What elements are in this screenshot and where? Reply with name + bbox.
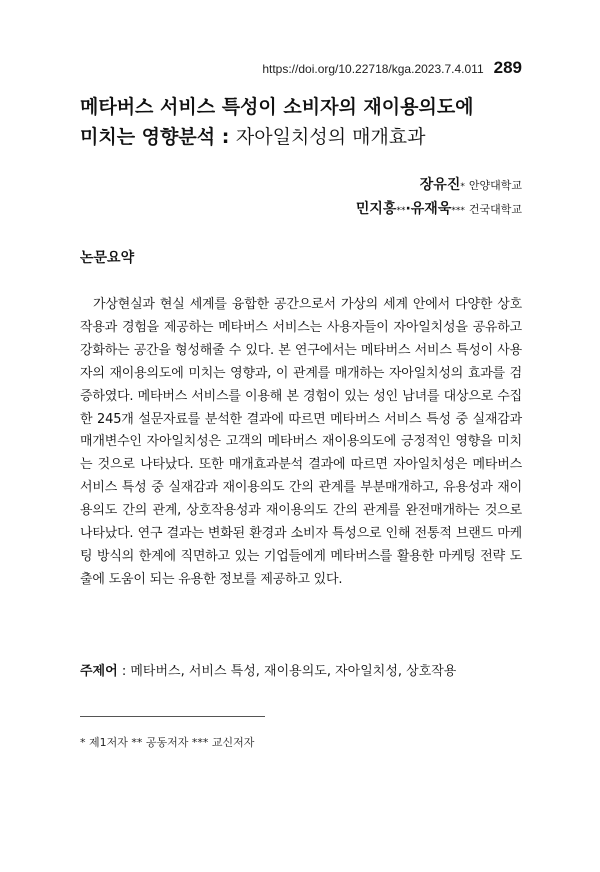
author-mark: ***	[451, 206, 465, 216]
title-separator: :	[215, 126, 236, 148]
keywords-label: 주제어	[80, 664, 118, 679]
abstract-body: 가상현실과 현실 세계를 융합한 공간으로서 가상의 세계 안에서 다양한 상호작용과 경험을 제공하는 메타버스 서비스는 사용자들이 자아일치성을 공유하고 강화하는 공간을 형성해줄 수 있다. 본 연구에서는 메타버스 서비스 특성이 사용자의 재이용의도에 미치는 영향과, 이 관계를 매개하는 자아일치성의 효과를 검증하였다. 메타버스 서비스를 이용해 본 경험이 있는 성인 남녀를 대상으로 수집한 245개 설문자료를 분석한 결과에 따르면 메타버스 서비스 특성 중 실재감과 매개변수인 자아일치성은 고객의 메타버스 재이용의도에 긍정적인 영향을 미치는 것으로 나타났다. 또한 매개효과분석 결과에 따르면 자아일치성은 메타버스 서비스 특성 중 실재감과 재이용의도 간의 관계를 부분매개하고, 유용성과 재이용의도 간의 관계, 상호작용성과 재이용의도 간의 관계를 완전매개하는 것으로 나타났다. 연구 결과는 변화된 환경과 소비자 특성으로 인해 전통적 브랜드 마케팅 방식의 한계에 직면하고 있는 기업들에게 메타버스를 활용한 마케팅 전략 도출에 도움이 되는 유용한 정보를 제공하고 있다.	[80, 297, 522, 587]
keywords-separator: :	[117, 664, 131, 679]
author-name: 장유진	[419, 177, 461, 193]
footnote: * 제1저자 ** 공동저자 *** 교신저자	[80, 736, 255, 749]
author-affiliation: 건국대학교	[468, 203, 522, 216]
author-row-1	[356, 174, 522, 198]
title-line-2-main: 미치는 영향분석	[80, 126, 216, 148]
author-name: 유재욱	[410, 201, 452, 217]
title-subtitle: 자아일치성의 매개효과	[235, 126, 426, 148]
page-header	[262, 58, 522, 78]
author-affiliation: 안양대학교	[468, 179, 522, 192]
keywords	[80, 662, 540, 682]
keywords-list: 메타버스, 서비스 특성, 재이용의도, 자아일치성, 상호작용	[130, 664, 457, 679]
doi-link[interactable]: https://doi.org/10.22718/kga.2023.7.4.011	[262, 62, 484, 76]
footnote-divider	[80, 716, 265, 717]
abstract-heading: 논문요약	[80, 250, 135, 266]
author-row-2	[356, 198, 522, 222]
author-block	[356, 174, 522, 222]
title-line-1: 메타버스 서비스 특성이 소비자의 재이용의도에	[80, 96, 474, 118]
author-name: 민지홍	[355, 201, 397, 217]
author-mark: *	[460, 182, 465, 192]
page-number: 289	[493, 58, 522, 77]
author-mark: **	[396, 206, 406, 216]
author-separator: ·	[405, 201, 411, 217]
paper-title	[80, 92, 540, 152]
